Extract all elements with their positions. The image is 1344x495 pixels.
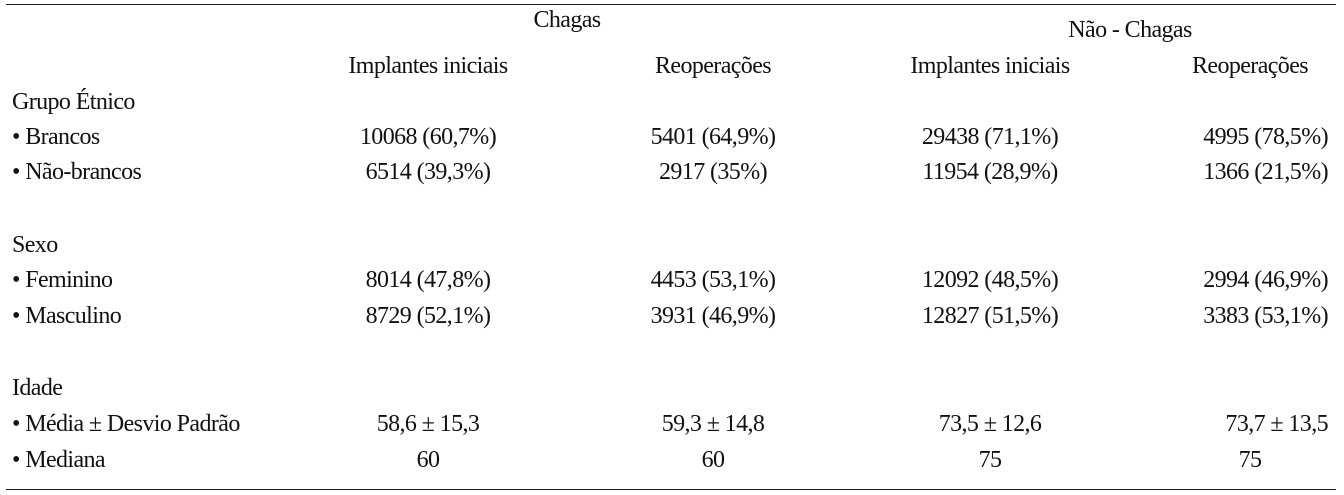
table-cell: 3383 (53,1%) — [1203, 303, 1328, 329]
table-cell: 6514 (39,3%) — [365, 159, 491, 185]
column-header-implantes-nao-chagas: Implantes iniciais — [910, 53, 1070, 79]
table-cell: 8014 (47,8%) — [365, 267, 491, 293]
table-cell: 73,7 ± 13,5 — [1225, 411, 1328, 437]
group-header-chagas: Chagas — [533, 7, 601, 33]
table-cell: 4453 (53,1%) — [650, 267, 776, 293]
column-header-reoperacoes-chagas: Reoperações — [654, 53, 772, 79]
row-label: • Brancos — [12, 124, 100, 150]
table-cell: 29438 (71,1%) — [921, 124, 1059, 150]
table-cell: 73,5 ± 12,6 — [938, 411, 1042, 437]
bottom-rule — [6, 489, 1336, 490]
table-cell: 75 — [978, 447, 1002, 473]
table-cell: 4995 (78,5%) — [1203, 124, 1328, 150]
top-rule — [6, 4, 1336, 5]
table-cell: 2994 (46,9%) — [1203, 267, 1328, 293]
table-cell: 58,6 ± 15,3 — [376, 411, 480, 437]
table-cell: 60 — [416, 447, 440, 473]
section-title-idade: Idade — [12, 375, 63, 401]
table-cell: 10068 (60,7%) — [359, 124, 497, 150]
row-label: • Mediana — [12, 447, 105, 473]
column-header-implantes-chagas: Implantes iniciais — [348, 53, 508, 79]
table-cell: 1366 (21,5%) — [1203, 159, 1328, 185]
table-cell: 12827 (51,5%) — [921, 303, 1059, 329]
row-label: • Masculino — [12, 303, 122, 329]
table-cell: 3931 (46,9%) — [650, 303, 776, 329]
table-cell: 75 — [1238, 447, 1262, 473]
table-cell: 12092 (48,5%) — [921, 267, 1059, 293]
row-label: • Não-brancos — [12, 159, 142, 185]
row-label: • Feminino — [12, 267, 113, 293]
table-cell: 59,3 ± 14,8 — [661, 411, 765, 437]
table-cell: 2917 (35%) — [659, 159, 767, 185]
table-cell: 8729 (52,1%) — [365, 303, 491, 329]
group-header-nao-chagas: Não - Chagas — [1068, 17, 1192, 43]
row-label: • Média ± Desvio Padrão — [12, 411, 240, 437]
section-title-grupo-etnico: Grupo Étnico — [12, 89, 135, 115]
section-title-sexo: Sexo — [12, 232, 58, 258]
table-cell: 5401 (64,9%) — [650, 124, 776, 150]
table-cell: 60 — [701, 447, 725, 473]
table-cell: 11954 (28,9%) — [922, 159, 1058, 185]
column-header-reoperacoes-nao-chagas: Reoperações — [1191, 53, 1309, 79]
